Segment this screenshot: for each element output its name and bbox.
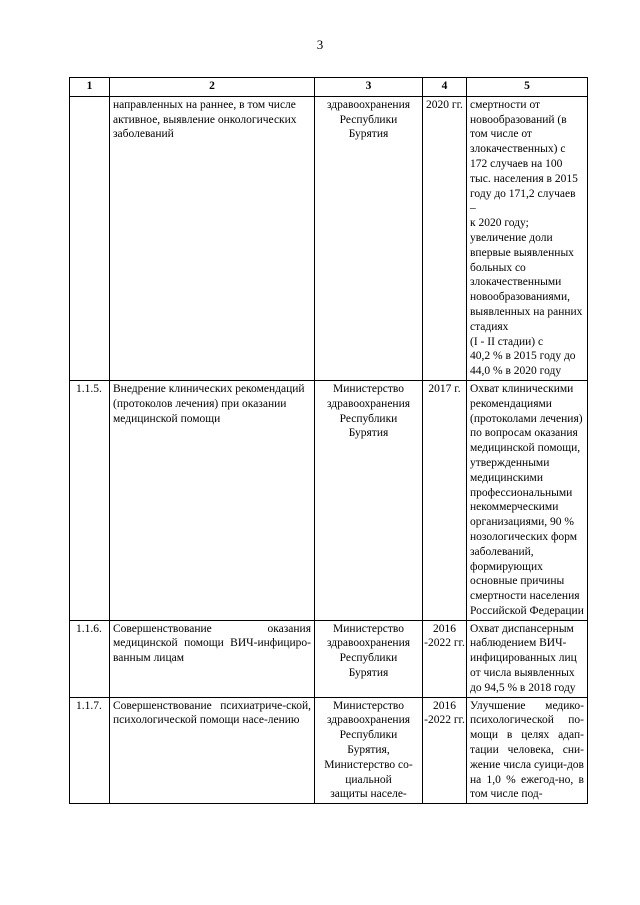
executor-cell: Министерство здравоохранения Республики Бурятия, Министерство со- циальной защиты населе- — [315, 697, 423, 804]
event-cell: Внедрение клинических рекомендаций (протоколов лечения) при оказании медицинской помощи — [110, 380, 315, 620]
term-cell: 2020 гг. — [423, 96, 467, 380]
event-cell: Совершенствование оказания медицинской помощи ВИЧ-инфициро-ванным лицам — [110, 620, 315, 697]
result-cell: смертности от новообразований (в том числе от злокачественных) с 172 случаев на 100 тыс. населения в 2015 году до 171,2 случаев – к 2020 году; увеличение доли впервые выявленных больных со злокачественными новообразованиями, выявленных на ранних стадиях (I - II стадии) с 40,2 % в 2015 году до 44,0 % в 2020 году — [467, 96, 588, 380]
measures-table — [69, 77, 588, 804]
table-row — [70, 96, 588, 380]
table-row — [70, 380, 588, 620]
term-cell: 2016 -2022 гг. — [423, 697, 467, 804]
row-number — [70, 96, 110, 380]
header-col-5: 5 — [467, 78, 588, 97]
term-cell: 2016 -2022 гг. — [423, 620, 467, 697]
event-cell: направленных на раннее, в том числе активное, выявление онкологических заболеваний — [110, 96, 315, 380]
executor-cell: Министерство здравоохранения Республики Бурятия — [315, 380, 423, 620]
executor-cell: здравоохранения Республики Бурятия — [315, 96, 423, 380]
table-row — [70, 620, 588, 697]
row-number: 1.1.5. — [70, 380, 110, 620]
header-col-2: 2 — [110, 78, 315, 97]
table-row — [70, 697, 588, 804]
header-col-3: 3 — [315, 78, 423, 97]
event-cell: Совершенствование психиатриче-ской, психологической помощи насе-лению — [110, 697, 315, 804]
result-cell: Охват диспансерным наблюдением ВИЧ-инфицированных лиц от числа выявленных до 94,5 % в 2018 году — [467, 620, 588, 697]
result-cell: Улучшение медико-психологической по-мощи в целях адап-тации человека, сни-жение числа суици-дов на 1,0 % ежегод-но, в том числе под- — [467, 697, 588, 804]
result-cell: Охват клиническими рекомендациями (протоколами лечения) по вопросам оказания медицинской помощи, утвержденными медицинскими профессиональными некоммерческими организациями, 90 % нозологических форм заболеваний, формирующих основные причины смертности населения Российской Федерации — [467, 380, 588, 620]
term-cell: 2017 г. — [423, 380, 467, 620]
executor-cell: Министерство здравоохранения Республики Бурятия — [315, 620, 423, 697]
header-col-4: 4 — [423, 78, 467, 97]
page-number: 3 — [316, 37, 324, 52]
row-number: 1.1.6. — [70, 620, 110, 697]
table-header-row — [70, 78, 588, 97]
header-col-1: 1 — [70, 78, 110, 97]
row-number: 1.1.7. — [70, 697, 110, 804]
